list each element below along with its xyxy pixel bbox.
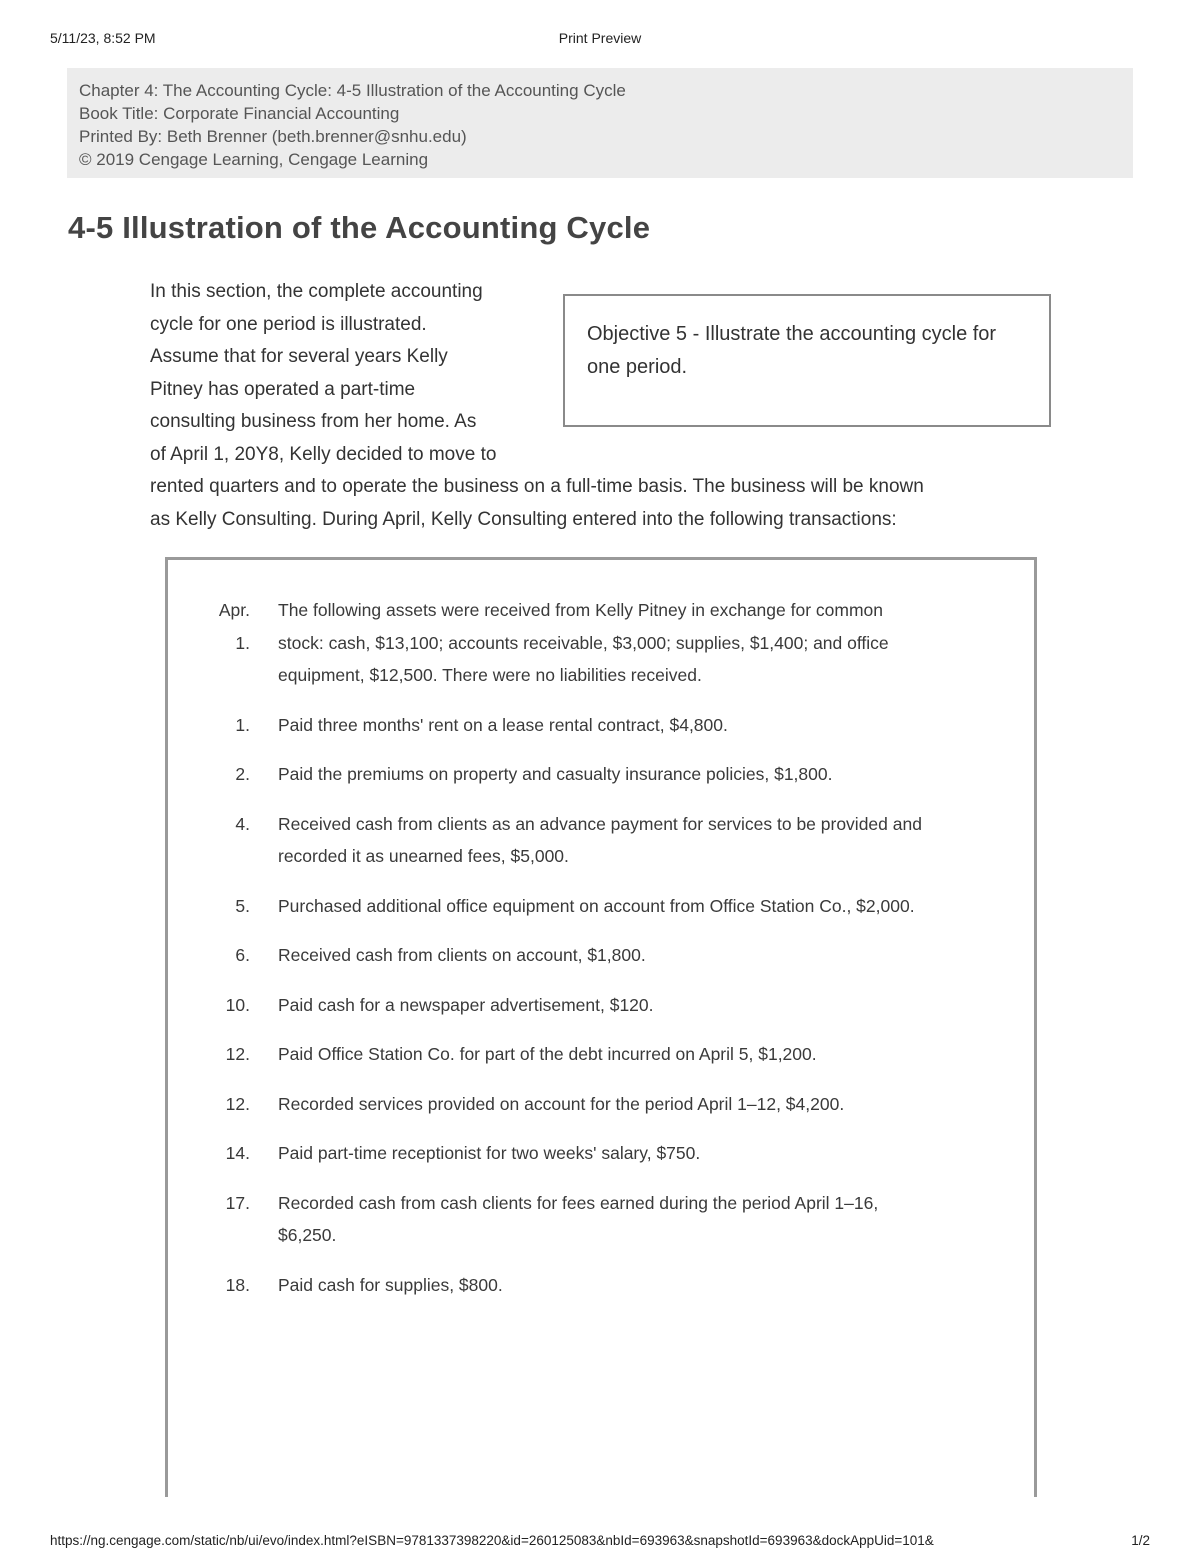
objective-box: [563, 294, 1051, 427]
transaction-text: Paid cash for a newspaper advertisement, $120.: [278, 994, 654, 1015]
transaction-date: 1.: [235, 714, 250, 735]
transaction-date: 12.: [225, 1093, 250, 1114]
transaction-text: Paid the premiums on property and casualty insurance policies, $1,800.: [278, 764, 833, 784]
transaction-row: [168, 989, 928, 1022]
intro-line: Assume that for several years Kelly: [150, 346, 448, 367]
intro-line: consulting business from her home. As: [150, 411, 477, 432]
intro-line: Pitney has operated a part-time: [150, 378, 416, 400]
transaction-row: [168, 1088, 928, 1121]
transaction-date: 18.: [225, 1274, 250, 1295]
transaction-date: 14.: [225, 1143, 250, 1163]
intro-line: In this section, the complete accounting: [150, 281, 483, 302]
book-title-line: Book Title: Corporate Financial Accounting: [79, 104, 400, 123]
transaction-text: Recorded services provided on account for the period April 1–12, $4,200.: [278, 1093, 845, 1114]
transaction-date: 10.: [225, 994, 250, 1015]
print-date: 5/11/23, 8:52 PM: [50, 30, 156, 46]
transaction-row: [168, 939, 928, 972]
transaction-date: 12.: [225, 1044, 250, 1064]
transaction-row: [168, 758, 928, 791]
transaction-row: [168, 594, 928, 692]
transaction-date: 5.: [235, 895, 250, 916]
transactions-box: [165, 557, 1037, 1497]
intro-line: cycle for one period is illustrated.: [150, 313, 427, 335]
print-header: [50, 30, 1150, 50]
transactions-list: [168, 594, 928, 1318]
print-title: Print Preview: [558, 30, 642, 46]
transaction-row: [168, 1187, 928, 1252]
chapter-line: Chapter 4: The Accounting Cycle: 4-5 Illustration of the Accounting Cycle: [79, 81, 626, 100]
transaction-text: Recorded cash from cash clients for fees earned during the period April 1–16, $6,250.: [278, 1192, 879, 1245]
transaction-text: Received cash from clients on account, $1,800.: [278, 945, 646, 965]
transaction-row: [168, 1038, 928, 1071]
transaction-day: 1.: [235, 632, 250, 653]
copyright-line: © 2019 Cengage Learning, Cengage Learning: [79, 150, 429, 169]
section-title: 4-5 Illustration of the Accounting Cycle: [68, 210, 651, 245]
transaction-date: 17.: [225, 1192, 250, 1213]
intro-line: rented quarters and to operate the business on a full-time basis. The business will be known: [150, 476, 924, 497]
page-url[interactable]: https://ng.cengage.com/static/nb/ui/evo/index.html?eISBN=9781337398220&id=260125083&nbId=693963&snapshotId=693963&dockAppUid=101&: [50, 1533, 934, 1548]
transaction-text: Paid part-time receptionist for two weeks' salary, $750.: [278, 1143, 701, 1163]
print-footer: [50, 1533, 1150, 1553]
transaction-text: Paid three months' rent on a lease rental contract, $4,800.: [278, 714, 728, 735]
printed-by-line: Printed By: Beth Brenner (beth.brenner@snhu.edu): [79, 127, 467, 146]
transaction-date: [188, 594, 250, 659]
transaction-text: Received cash from clients as an advance payment for services to be provided and recorded it as unearned fees, $5,000.: [278, 813, 922, 866]
transaction-text: Paid Office Station Co. for part of the debt incurred on April 5, $1,200.: [278, 1044, 817, 1064]
objective-text: Objective 5 - Illustrate the accounting cycle for one period.: [587, 323, 997, 378]
transaction-text: Purchased additional office equipment on account from Office Station Co., $2,000.: [278, 895, 915, 916]
transaction-row: [168, 1269, 928, 1302]
transaction-month: Apr.: [218, 600, 250, 620]
transaction-date: 4.: [235, 813, 250, 834]
transaction-row: [168, 808, 928, 873]
transaction-row: [168, 890, 928, 923]
transaction-text: The following assets were received from Kelly Pitney in exchange for common stock: cash, $13,100; accounts receivable, $3,000; supplies, $1,400; and office equipment, $12,500. There were no liabilities received.: [278, 600, 889, 685]
book-meta-box: [67, 68, 1133, 178]
intro-line: as Kelly Consulting. During April, Kelly Consulting entered into the following transactions:: [150, 508, 897, 530]
page-number: 1/2: [1131, 1533, 1150, 1548]
transaction-row: [168, 709, 928, 742]
intro-line: of April 1, 20Y8, Kelly decided to move to: [150, 443, 497, 465]
transaction-text: Paid cash for supplies, $800.: [278, 1274, 503, 1295]
transaction-date: 6.: [235, 945, 250, 965]
transaction-row: [168, 1137, 928, 1170]
transaction-date: 2.: [235, 764, 250, 784]
